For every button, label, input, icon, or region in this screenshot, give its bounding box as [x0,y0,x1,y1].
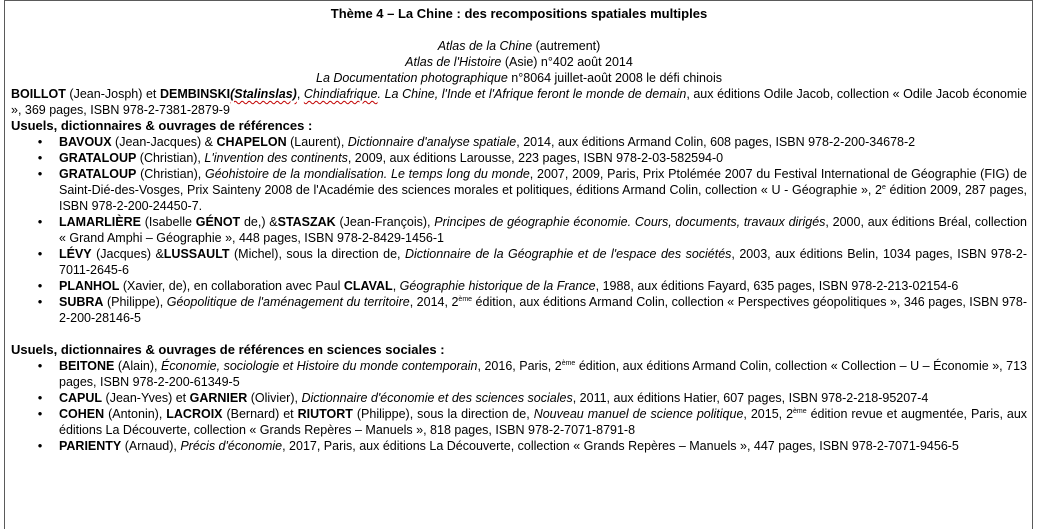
separator: , [296,87,304,101]
superscript: ème [793,407,807,415]
author-name: PARIENTY [59,439,122,453]
reference-detail: n°8064 juillet-août 2008 le défi chinois [507,71,722,85]
social-sciences-list [11,358,1027,454]
bullet-icon: • [37,166,43,181]
reference-line [11,70,1027,86]
list-item [37,150,1027,166]
bullet-icon: • [37,358,43,373]
reference-text: (Laurent), [286,135,348,149]
book-title: Principes de géographie économie. Cours, documents, travaux dirigés [434,215,826,229]
section-spacer [11,326,1027,342]
reference-text: , 2009, aux éditions Larousse, 223 pages, ISBN 978-2-03-582594-0 [347,151,724,165]
book-title: Géographie historique de la France [399,279,596,293]
reference-text: édition, aux éditions Armand Colin, collection « Collection – U – Économie », 713 pages, ISBN 978-2-200-61349-5 [59,359,1028,389]
author-name: BOILLOT [11,87,66,101]
reference-detail: (Asie) n°402 août 2014 [501,55,633,69]
reference-text: édition, aux éditions Armand Colin, collection « Perspectives géopolitiques », 346 pages, ISBN 978-2-200-28146-5 [59,295,1028,325]
reference-text: (Isabelle [140,215,196,229]
author-name: CLAVAL [343,279,393,293]
list-item [37,390,1027,406]
document-content [11,6,1027,454]
list-item [37,406,1028,438]
reference-text: (Alain), [114,359,161,373]
reference-text: (Jean-Yves) et [102,391,190,405]
section-heading-references: Usuels, dictionnaires & ouvrages de références : [11,118,313,133]
reference-line [11,38,1027,54]
author-name: DEMBINSKI [159,87,231,101]
reference-text: , 2016, Paris, 2 [477,359,562,373]
author-name: BAVOUX [59,135,112,149]
author-name: RIUTORT [297,407,353,421]
reference-text: (Jean-François), [335,215,435,229]
bullet-icon: • [37,438,43,453]
reference-text: (Philippe), sous la direction de, [352,407,534,421]
reference-text: , 2014, 2 [409,295,459,309]
author-name: CHAPELON [216,135,287,149]
book-title: Géopolitique de l'aménagement du territoire [166,295,410,309]
book-title: Dictionnaire de la Géographie et de l'espace des sociétés [404,247,732,261]
author-firstname: (Jean-Josph) et [65,87,160,101]
book-title: . La Chine, l'Inde et l'Afrique feront le monde de demain [377,87,687,101]
bullet-icon: • [37,278,43,293]
reference-text: (Xavier, de), en collaboration avec Paul [119,279,344,293]
list-item [37,358,1028,390]
author-name: GRATALOUP [59,167,137,181]
reference-text: , 2003, aux éditions Belin, 1034 pages, ISBN 978-2-7011-2645-6 [59,247,1027,277]
book-title: Économie, sociologie et Histoire du monde contemporain [161,359,478,373]
reference-text: (Jacques) & [91,247,164,261]
author-name: PLANHOL [59,279,120,293]
boillot-paragraph [11,86,1027,118]
author-name: LAMARLIÈRE [59,215,141,229]
reference-block [11,38,1027,86]
bullet-icon: • [37,406,43,421]
book-title: Dictionnaire d'économie et des sciences sociales [301,391,573,405]
bullet-icon: • [37,390,43,405]
author-name: LÉVY [59,247,92,261]
reference-text: de,) & [240,215,278,229]
reference-text: , 2007, 2009, Paris, Prix Ptolémée 2007 du Festival International de Géographie (FIG) de Saint-Dié-des-Vosges, Prix Sainteny 2008 de l'Académie des sciences morales et politiques, éditions Armand Colin, collection « U - Géographie », 2 [59,167,1028,197]
reference-text: , 1988, aux éditions Fayard, 635 pages, ISBN 978-2-213-02154-6 [595,279,959,293]
list-item [37,278,1027,294]
reference-text: (Arnaud), [121,439,181,453]
bullet-icon: • [37,294,43,309]
reference-text: (Christian), [136,167,205,181]
reference-text: , 2015, 2 [743,407,794,421]
list-item [37,134,1027,150]
author-firstname: (Stalinslas) [230,87,297,101]
bullet-icon: • [37,134,43,149]
reference-text: (Christian), [136,151,205,165]
list-item [37,294,1028,326]
book-title: Géohistoire de la mondialisation. Le temps long du monde [204,167,530,181]
reference-line [11,54,1027,70]
superscript: e [881,183,886,191]
reference-text: édition 2009, 287 pages, ISBN 978-2-200-24450-7. [59,183,1027,213]
reference-text: (Antonin), [104,407,167,421]
author-name: BEITONE [59,359,115,373]
book-title: Nouveau manuel de science politique [533,407,744,421]
author-name: GÉNOT [195,215,241,229]
reference-text: , 2014, aux éditions Armand Colin, 608 pages, ISBN 978-2-200-34678-2 [516,135,916,149]
reference-title: La Documentation photographique [316,71,508,85]
list-item [37,438,1027,454]
reference-text: , 2017, Paris, aux éditions La Découverte, collection « Grands Repères – Manuels », 447 pages, ISBN 978-2-7071-9456-5 [282,439,959,453]
author-name: LUSSAULT [163,247,230,261]
author-name: SUBRA [59,295,104,309]
list-item [37,166,1028,214]
reference-text: , 2000, aux éditions Bréal, collection « Grand Amphi – Géographie », 448 pages, ISBN 978-2-8429-1456-1 [59,215,1027,245]
superscript: ème [458,295,473,303]
bullet-icon: • [37,246,43,261]
bullet-icon: • [37,150,43,165]
reference-text: (Bernard) et [222,407,298,421]
bullet-icon: • [37,214,43,229]
book-title: Précis d'économie [180,439,283,453]
reference-text: (Olivier), [247,391,302,405]
reference-text: édition revue et augmentée, Paris, aux éditions La Découverte, collection « Grands Repères – Manuels », 818 pages, ISBN 978-2-7071-8791-8 [59,407,1028,437]
document-title: Thème 4 – La Chine : des recompositions spatiales multiples [330,6,708,21]
reference-title: Atlas de la Chine [437,39,533,53]
references-list [11,134,1027,326]
author-name: STASZAK [277,215,336,229]
book-title: L'invention des continents [204,151,348,165]
superscript: ème [561,359,576,367]
reference-text: , [392,279,400,293]
author-name: GARNIER [189,391,248,405]
reference-text: (Jean-Jacques) & [111,135,217,149]
author-name: CAPUL [59,391,103,405]
book-title-word: Chindiafrique [303,87,378,101]
list-item [37,246,1027,278]
reference-title: Atlas de l'Histoire [405,55,502,69]
reference-detail: (autrement) [532,39,601,53]
list-item [37,214,1027,246]
book-details: , aux éditions Odile Jacob, collection « Odile Jacob économie », 369 pages, ISBN 978-2-7381-2879-9 [11,87,1028,117]
reference-text: (Philippe), [103,295,167,309]
book-title: Dictionnaire d'analyse spatiale [347,135,517,149]
section-heading-social-sciences: Usuels, dictionnaires & ouvrages de références en sciences sociales : [11,342,445,357]
author-name: GRATALOUP [59,151,137,165]
author-name: LACROIX [166,407,223,421]
author-name: COHEN [59,407,105,421]
reference-text: , 2011, aux éditions Hatier, 607 pages, ISBN 978-2-218-95207-4 [572,391,929,405]
reference-text: (Michel), sous la direction de, [229,247,405,261]
